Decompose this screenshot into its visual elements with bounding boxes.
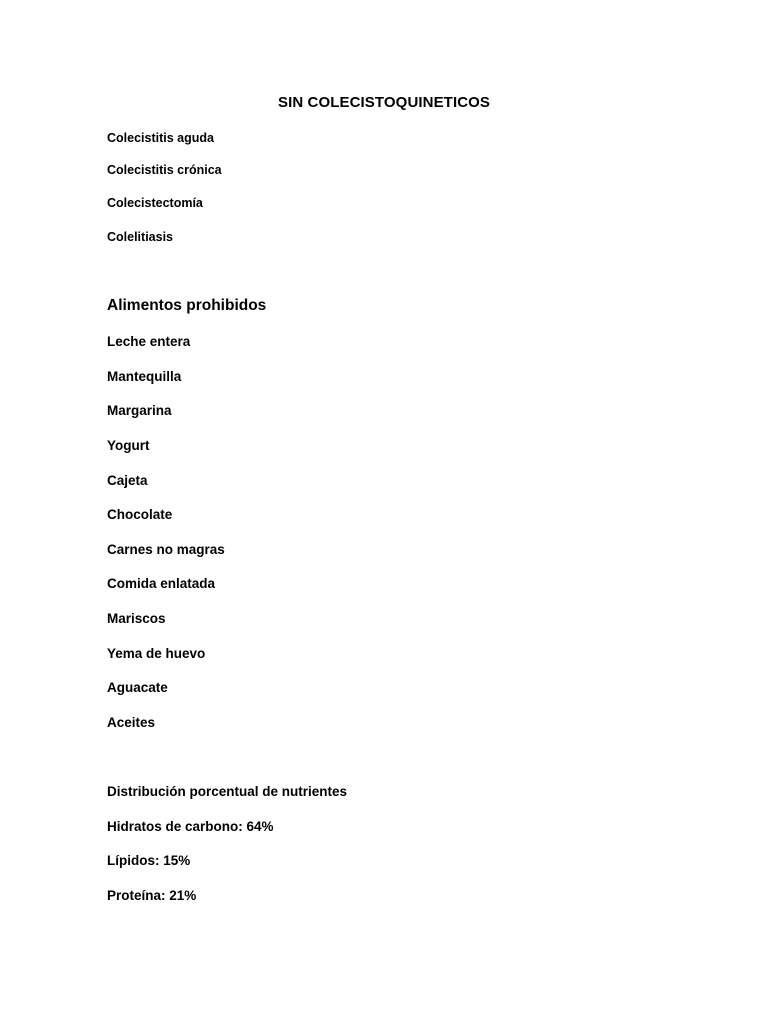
prohibited-food-item: Leche entera bbox=[107, 334, 191, 349]
prohibited-food-item: Yema de huevo bbox=[107, 646, 206, 661]
condition-item: Colecistitis aguda bbox=[107, 131, 214, 145]
prohibited-food-item: Comida enlatada bbox=[107, 576, 216, 591]
prohibited-food-item: Margarina bbox=[107, 403, 172, 418]
document-title: SIN COLECISTOQUINETICOS bbox=[277, 94, 491, 111]
prohibited-food-item: Aceites bbox=[107, 715, 156, 730]
condition-item: Colelitiasis bbox=[107, 230, 173, 244]
nutrient-item: Lípidos: 15% bbox=[107, 853, 191, 868]
prohibited-food-item: Yogurt bbox=[107, 438, 150, 453]
prohibited-food-item: Aguacate bbox=[107, 680, 168, 695]
prohibited-food-item: Chocolate bbox=[107, 507, 173, 522]
prohibited-foods-heading: Alimentos prohibidos bbox=[107, 297, 267, 314]
nutrient-item: Proteína: 21% bbox=[107, 888, 197, 903]
nutrient-item: Hidratos de carbono: 64% bbox=[107, 819, 274, 834]
prohibited-food-item: Cajeta bbox=[107, 473, 148, 488]
condition-item: Colecistitis crónica bbox=[107, 163, 222, 177]
condition-item: Colecistectomía bbox=[107, 196, 203, 210]
prohibited-food-item: Carnes no magras bbox=[107, 542, 225, 557]
prohibited-food-item: Mantequilla bbox=[107, 369, 182, 384]
nutrient-distribution-heading: Distribución porcentual de nutrientes bbox=[107, 784, 348, 799]
prohibited-food-item: Mariscos bbox=[107, 611, 166, 626]
